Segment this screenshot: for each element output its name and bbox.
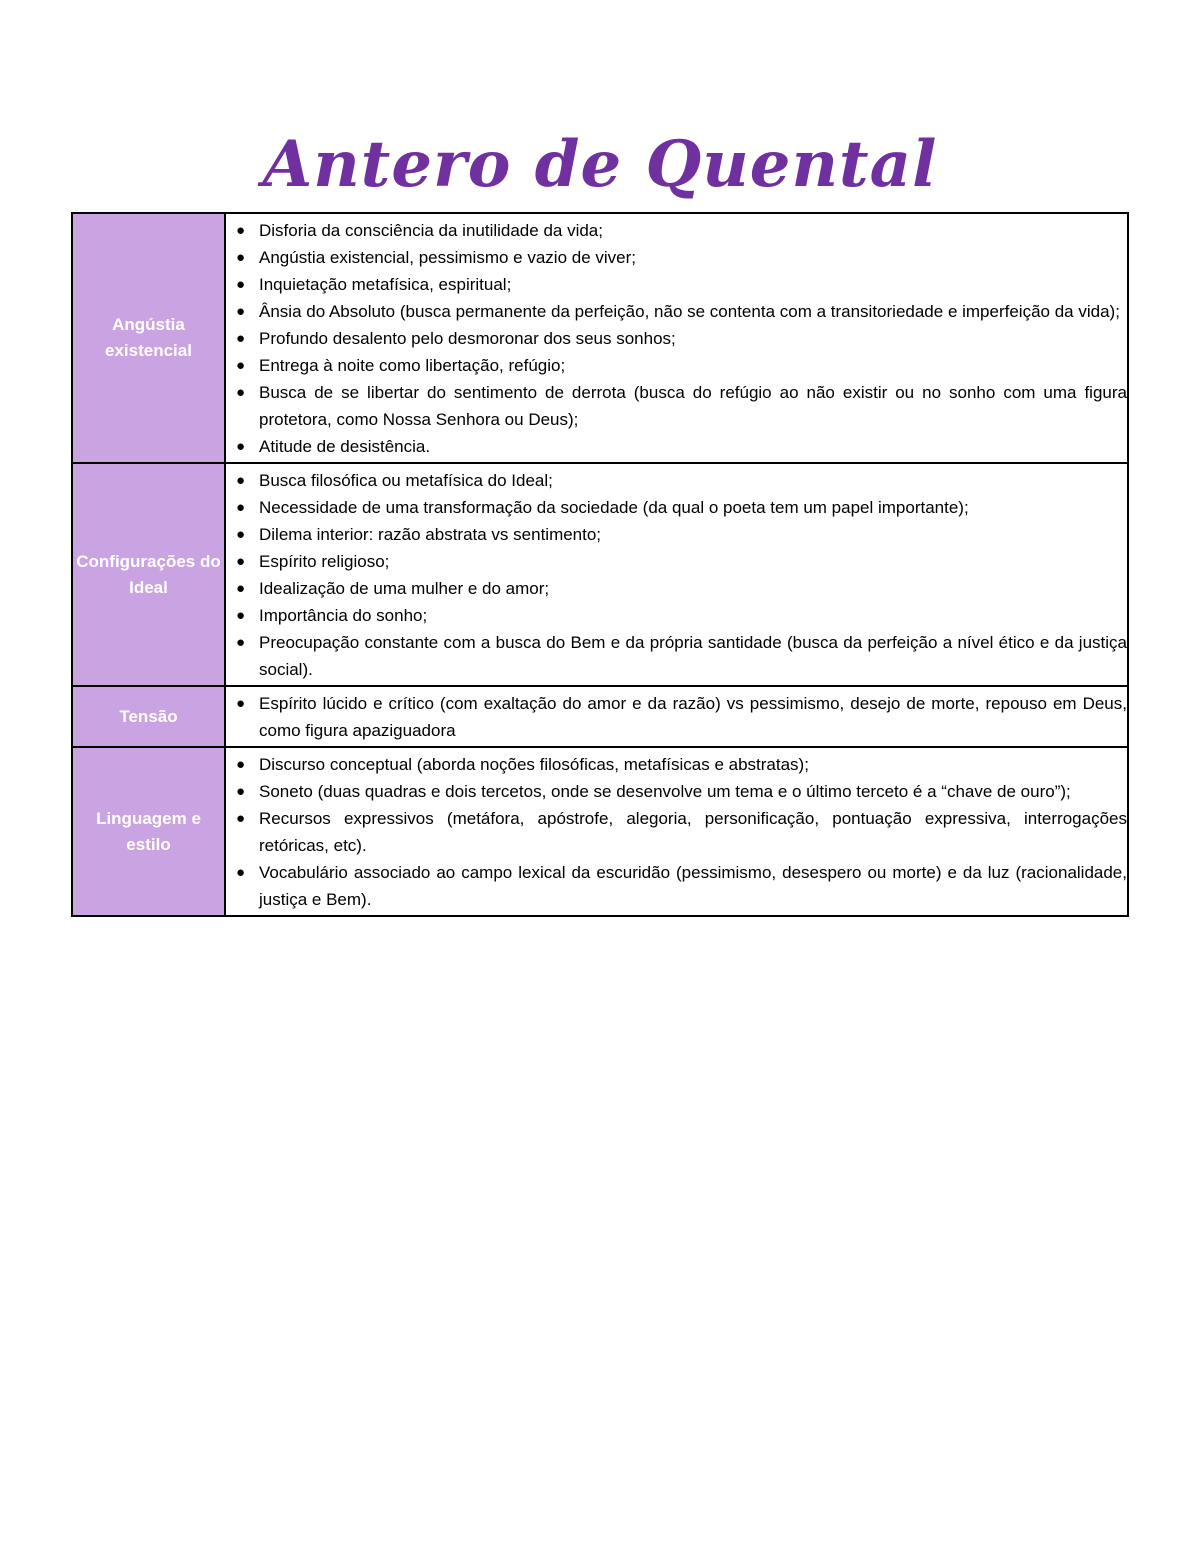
bullet-icon: ● [236,438,246,455]
row-label: Tensão [72,686,225,747]
list-item: ● Busca de se libertar do sentimento de derrota (busca do refúgio ao não existir ou no sonho com uma figura protetora, como Nossa Senhora ou Deus); [226,379,1127,433]
list-item: ● Vocabulário associado ao campo lexical da escuridão (pessimismo, desespero ou morte) e da luz (racionalidade, justiça e Bem). [226,859,1127,913]
bullet-list [226,464,1127,685]
list-item: ● Disforia da consciência da inutilidade da vida; [226,217,1127,244]
page-title: Antero de Quental [262,126,938,202]
row-label: Linguagem e estilo [72,747,225,916]
bullet-icon: ● [236,810,246,827]
bullet-icon: ● [236,357,246,374]
bullet-icon: ● [236,276,246,293]
bullet-icon: ● [236,634,246,651]
list-item: ● Dilema interior: razão abstrata vs sentimento; [226,521,1127,548]
bullet-icon: ● [236,607,246,624]
list-item: ● Preocupação constante com a busca do Bem e da própria santidade (busca da perfeição a nível ético e da justiça social). [226,629,1127,683]
list-item: ● Necessidade de uma transformação da sociedade (da qual o poeta tem um papel importante); [226,494,1127,521]
row-content [225,463,1128,686]
bullet-icon: ● [236,384,246,401]
table-row-ideal [72,463,1128,686]
summary-table [71,212,1129,917]
bullet-icon: ● [236,303,246,320]
bullet-icon: ● [236,330,246,347]
list-item: ● Discurso conceptual (aborda noções filosóficas, metafísicas e abstratas); [226,751,1127,778]
bullet-icon: ● [236,864,246,881]
bullet-list [226,214,1127,462]
list-item: ● Idealização de uma mulher e do amor; [226,575,1127,602]
list-item: ● Profundo desalento pelo desmoronar dos seus sonhos; [226,325,1127,352]
bullet-icon: ● [236,783,246,800]
list-item: ● Busca filosófica ou metafísica do Ideal; [226,467,1127,494]
bullet-icon: ● [236,472,246,489]
row-label: Configurações do Ideal [72,463,225,686]
bullet-icon: ● [236,249,246,266]
list-item: ● Espírito lúcido e crítico (com exaltação do amor e da razão) vs pessimismo, desejo de morte, repouso em Deus, como figura apaziguadora [226,690,1127,744]
bullet-list [226,748,1127,915]
list-item: ● Entrega à noite como libertação, refúgio; [226,352,1127,379]
row-content [225,747,1128,916]
row-content [225,686,1128,747]
bullet-icon: ● [236,222,246,239]
bullet-icon: ● [236,553,246,570]
bullet-icon: ● [236,756,246,773]
row-content [225,213,1128,463]
list-item: ● Inquietação metafísica, espiritual; [226,271,1127,298]
table-row-linguagem [72,747,1128,916]
list-item: ● Importância do sonho; [226,602,1127,629]
row-label: Angústia existencial [72,213,225,463]
list-item: ● Ânsia do Absoluto (busca permanente da perfeição, não se contenta com a transitoriedade e imperfeição da vida); [226,298,1127,325]
table-row-angustia [72,213,1128,463]
bullet-icon: ● [236,580,246,597]
bullet-icon: ● [236,695,246,712]
list-item: ● Soneto (duas quadras e dois tercetos, onde se desenvolve um tema e o último terceto é a “chave de ouro”); [226,778,1127,805]
list-item: ● Recursos expressivos (metáfora, apóstrofe, alegoria, personificação, pontuação expressiva, interrogações retóricas, etc). [226,805,1127,859]
list-item: ● Atitude de desistência. [226,433,1127,460]
bullet-icon: ● [236,526,246,543]
bullet-list [226,687,1127,746]
list-item: ● Angústia existencial, pessimismo e vazio de viver; [226,244,1127,271]
table-row-tensao [72,686,1128,747]
list-item: ● Espírito religioso; [226,548,1127,575]
bullet-icon: ● [236,499,246,516]
